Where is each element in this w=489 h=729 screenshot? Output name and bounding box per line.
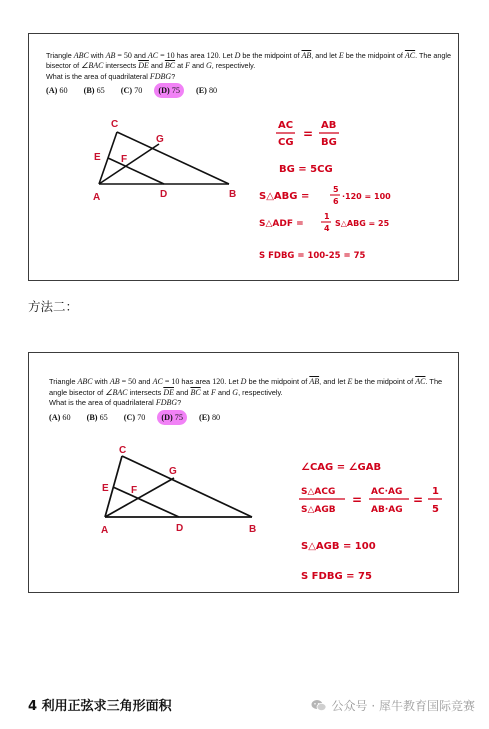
problem-text: and [131, 51, 148, 60]
problem-text: What is the area of quadrilateral [49, 398, 156, 408]
triangle-lines [99, 132, 229, 184]
watermark [311, 697, 475, 714]
label-g: G [156, 134, 164, 145]
problem-math: 120 [206, 51, 219, 60]
problem-math: $\overline{DE}$ [138, 61, 149, 71]
problem-text: and [148, 61, 165, 71]
side-bc [117, 132, 229, 184]
problem-math: $\overline{DE}$ [163, 387, 174, 397]
problem-text: with [88, 51, 106, 60]
problem-math: E [338, 51, 344, 60]
segment-de [113, 487, 179, 517]
method-two-label: 方法二： [28, 299, 79, 314]
problem-text: , and let [319, 377, 348, 386]
problem-math: D [234, 51, 241, 60]
label-b: B [249, 524, 257, 535]
problem-math: AB [105, 51, 116, 60]
problem-math: FDBG [149, 71, 172, 81]
problem-text: Triangle [49, 377, 78, 386]
label-e: E [94, 152, 101, 163]
choice-b: (B) 65 [83, 85, 105, 95]
label-c: C [111, 119, 119, 130]
problem-text: , and let [311, 51, 339, 60]
choice-c: (C) 70 [120, 85, 143, 95]
label-g: G [169, 466, 177, 477]
problem-text: intersects [103, 61, 139, 71]
problem-text: has area [179, 377, 213, 386]
problem-text: intersects [127, 387, 164, 397]
problem-math: $\overline{AC}$ [404, 51, 416, 60]
label-d: D [160, 189, 168, 200]
note-frac-den: 6 [333, 197, 339, 206]
note-equals: = [413, 493, 424, 507]
side-bc [122, 456, 252, 517]
problem-text: . Let [224, 377, 241, 386]
problem-math: = 10 [162, 377, 180, 386]
choice-e: (E) 80 [198, 412, 221, 422]
note-frac-den: CG [278, 137, 294, 148]
problem-text: has area [174, 51, 207, 60]
problem-text: , respectively. [211, 61, 256, 71]
note-frac-den: S△AGB [301, 505, 336, 515]
problem-math: AC [152, 377, 163, 386]
note-line-3-rest: ·120 = 100 [342, 192, 391, 201]
label-d: D [176, 523, 184, 534]
note-line-4: S FDBG = 75 [301, 571, 372, 582]
problem-math: = 10 [158, 51, 175, 60]
triangle-figure-1 [29, 34, 460, 282]
note-frac-den: BG [321, 137, 337, 148]
note-line-4-rest: S△ABG = 25 [335, 219, 390, 228]
problem-math: $\overline{BC}$ [190, 387, 201, 397]
note-line-4: S△ADF = [259, 219, 304, 229]
problem-text: at [175, 61, 186, 71]
note-frac-num: AC [278, 120, 294, 131]
choice-c: (C) 70 [123, 412, 146, 422]
choice-a: (A) 60 [49, 412, 71, 422]
choice-e: (E) 80 [195, 85, 218, 95]
problem-math: = 50 [115, 51, 132, 60]
label-f: F [121, 154, 128, 165]
problem-math: ∠BAC [105, 387, 128, 397]
problem-math: $\overline{AB}$ [309, 377, 320, 386]
note-frac-num: 1 [324, 212, 330, 221]
triangle-lines [105, 456, 252, 517]
wechat-icon [311, 699, 327, 712]
note-equals: = [352, 493, 363, 507]
problem-text: be the midpoint of [240, 51, 302, 60]
problem-math: AB [109, 377, 120, 386]
bisector-ag [105, 478, 174, 517]
label-c: C [119, 445, 127, 456]
note-frac-den: AB·AG [371, 505, 403, 515]
note-frac-num: 1 [432, 486, 439, 497]
problem-text: ? [177, 398, 182, 408]
section-heading: 4 利用正弦求三角形面积 [28, 699, 172, 714]
note-frac-den: 5 [432, 504, 439, 515]
problem-math: G [206, 61, 212, 71]
note-frac-den: 4 [324, 224, 330, 233]
problem-text: What is the area of quadrilateral [46, 71, 150, 81]
problem-math: $\overline{BC}$ [164, 61, 176, 71]
watermark-text: 公众号 · 犀牛教育国际竞赛 [331, 699, 475, 713]
choice-d-highlighted: (D) 75 [158, 85, 180, 95]
note-frac-num: S△ACG [301, 487, 336, 497]
note-line-1: ∠CAG = ∠GAB [301, 462, 382, 473]
problem-math: $\overline{AC}$ [415, 377, 426, 386]
choice-d-highlighted: (D) 75 [161, 412, 183, 422]
problem-math: G [232, 387, 239, 397]
problem-math: $\overline{AB}$ [301, 51, 312, 60]
problem-text: with [92, 377, 110, 386]
problem-text: and [136, 377, 153, 386]
solution-panel-2 [28, 352, 459, 593]
problem-text: ? [171, 71, 176, 81]
problem-text: . Let [218, 51, 235, 60]
note-line-2: BG = 5CG [279, 164, 333, 175]
note-frac-num: 5 [333, 185, 339, 194]
label-e: E [102, 483, 109, 494]
problem-math: F [210, 387, 216, 397]
note-frac-num: AC·AG [371, 487, 403, 497]
problem-math: 120 [212, 377, 225, 386]
problem-math: ABC [77, 377, 93, 386]
problem-math: ABC [73, 51, 89, 60]
label-f: F [131, 485, 138, 496]
triangle-figure-2 [29, 353, 460, 594]
note-equals: = [303, 127, 314, 141]
problem-text: and [173, 387, 191, 397]
problem-math: F [185, 61, 190, 71]
problem-math: AC [147, 51, 159, 60]
problem-math: ∠BAC [81, 61, 104, 71]
problem-text: be the midpoint of [246, 377, 310, 386]
solution-panel-1 [28, 33, 459, 281]
problem-text: , respectively. [238, 387, 283, 397]
handwritten-notes-2 [299, 462, 442, 582]
note-line-3: S△AGB = 100 [301, 541, 376, 552]
problem-text: be the midpoint of [352, 377, 416, 386]
note-frac-num: AB [321, 120, 337, 131]
problem-text: Triangle [46, 51, 74, 60]
handwritten-notes-1 [259, 120, 391, 261]
problem-text: . The angle bisector of [46, 51, 451, 71]
problem-math: D [240, 377, 247, 386]
note-line-3: S△ABG = [259, 191, 310, 202]
label-a: A [101, 525, 109, 536]
label-b: B [229, 189, 237, 200]
problem-text: . The angle bisector of [49, 377, 443, 397]
problem-text: and [215, 387, 233, 397]
segment-de [108, 158, 164, 184]
problem-text: and [190, 61, 206, 71]
problem-text: at [200, 387, 211, 397]
problem-math: = 50 [119, 377, 137, 386]
choice-a: (A) 60 [46, 85, 68, 95]
problem-math: E [347, 377, 353, 386]
problem-math: FDBG [155, 398, 178, 408]
choice-b: (B) 65 [86, 412, 108, 422]
problem-text: be the midpoint of [343, 51, 405, 60]
note-line-5: S FDBG = 100-25 = 75 [259, 251, 366, 261]
label-a: A [93, 192, 101, 203]
